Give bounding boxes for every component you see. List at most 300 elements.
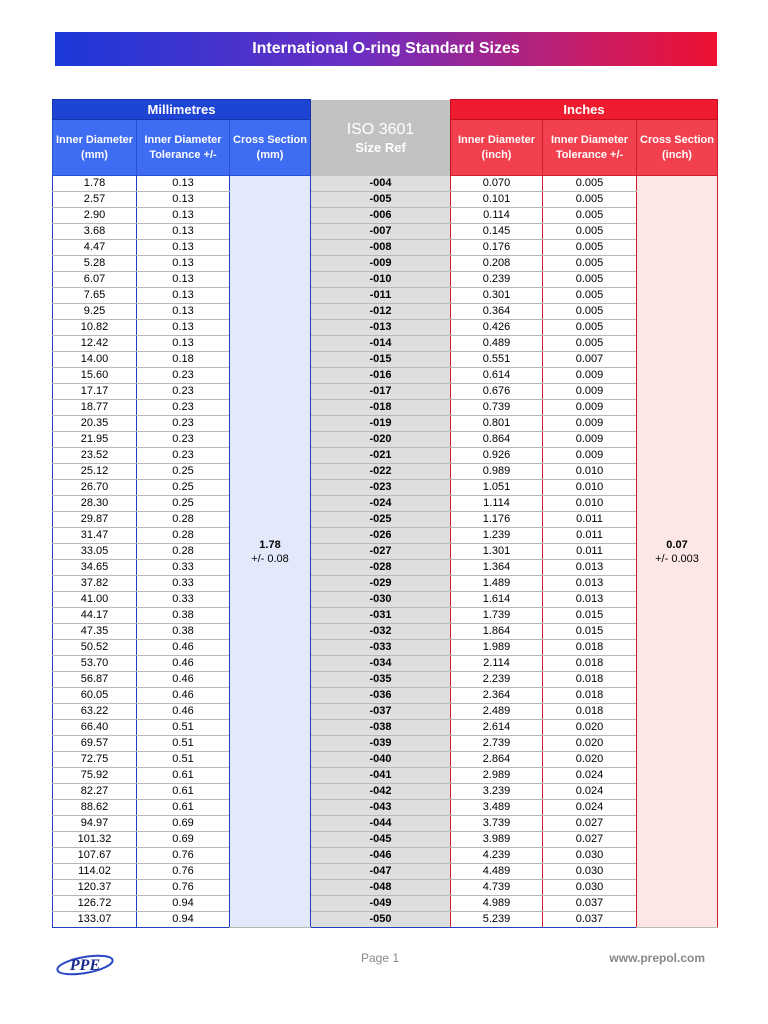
iso-size-ref: -036	[311, 688, 451, 704]
mm-tolerance: 0.13	[137, 256, 230, 272]
table-row	[53, 832, 718, 848]
table-row	[53, 592, 718, 608]
inch-inner-diameter: 4.989	[451, 896, 543, 912]
mm-tolerance: 0.51	[137, 720, 230, 736]
iso-size-ref: -007	[311, 224, 451, 240]
inch-tolerance: 0.010	[543, 496, 637, 512]
mm-inner-diameter: 33.05	[53, 544, 137, 560]
mm-inner-diameter: 4.47	[53, 240, 137, 256]
inch-inner-diameter: 0.239	[451, 272, 543, 288]
inch-inner-diameter: 5.239	[451, 912, 543, 928]
iso-size-ref: -037	[311, 704, 451, 720]
inch-inner-diameter: 0.801	[451, 416, 543, 432]
iso-size-ref: -044	[311, 816, 451, 832]
table-row	[53, 656, 718, 672]
mm-tolerance: 0.23	[137, 416, 230, 432]
inch-inner-diameter: 0.864	[451, 432, 543, 448]
inch-tolerance: 0.011	[543, 544, 637, 560]
inch-inner-diameter: 2.489	[451, 704, 543, 720]
table-row	[53, 336, 718, 352]
iso-size-ref: -008	[311, 240, 451, 256]
mm-inner-diameter: 101.32	[53, 832, 137, 848]
mm-tolerance: 0.94	[137, 896, 230, 912]
mm-inner-diameter: 133.07	[53, 912, 137, 928]
mm-inner-diameter: 126.72	[53, 896, 137, 912]
inch-inner-diameter: 2.114	[451, 656, 543, 672]
inch-inner-diameter-header: Inner Diameter (inch)	[451, 120, 543, 176]
inch-inner-diameter: 4.239	[451, 848, 543, 864]
inch-tolerance: 0.005	[543, 304, 637, 320]
mm-cross-section-header: Cross Section (mm)	[230, 120, 311, 176]
inch-inner-diameter: 0.926	[451, 448, 543, 464]
inch-inner-diameter: 0.739	[451, 400, 543, 416]
inch-tolerance: 0.018	[543, 640, 637, 656]
inch-tolerance: 0.013	[543, 592, 637, 608]
inch-tolerance: 0.011	[543, 528, 637, 544]
inch-tolerance: 0.015	[543, 608, 637, 624]
inch-tolerance: 0.005	[543, 176, 637, 192]
iso-size-ref: -023	[311, 480, 451, 496]
mm-tolerance: 0.46	[137, 640, 230, 656]
inch-tolerance: 0.024	[543, 768, 637, 784]
table-row	[53, 896, 718, 912]
mm-tolerance: 0.46	[137, 704, 230, 720]
mm-inner-diameter: 120.37	[53, 880, 137, 896]
inch-inner-diameter: 0.114	[451, 208, 543, 224]
mm-inner-diameter: 63.22	[53, 704, 137, 720]
table-row	[53, 576, 718, 592]
mm-inner-diameter: 107.67	[53, 848, 137, 864]
iso-size-ref: -039	[311, 736, 451, 752]
table-row	[53, 176, 718, 192]
inch-tolerance-header: Inner Diameter Tolerance +/-	[543, 120, 637, 176]
mm-inner-diameter: 3.68	[53, 224, 137, 240]
inch-tolerance: 0.013	[543, 560, 637, 576]
table-row	[53, 384, 718, 400]
iso-size-ref: -045	[311, 832, 451, 848]
inch-tolerance: 0.009	[543, 384, 637, 400]
inch-cross-section-cell	[637, 176, 718, 928]
page-title: International O-ring Standard Sizes	[55, 32, 717, 66]
inches-group-header: Inches	[451, 100, 718, 120]
iso-size-ref: -047	[311, 864, 451, 880]
mm-inner-diameter: 6.07	[53, 272, 137, 288]
iso-size-ref: -038	[311, 720, 451, 736]
mm-inner-diameter: 69.57	[53, 736, 137, 752]
table-row	[53, 480, 718, 496]
inch-inner-diameter: 3.239	[451, 784, 543, 800]
inch-tolerance: 0.018	[543, 672, 637, 688]
iso-title: ISO 3601	[346, 120, 415, 138]
mm-inner-diameter: 2.90	[53, 208, 137, 224]
inch-tolerance: 0.030	[543, 864, 637, 880]
mm-tolerance: 0.33	[137, 576, 230, 592]
iso-size-ref: -046	[311, 848, 451, 864]
mm-tolerance: 0.33	[137, 560, 230, 576]
iso-size-ref: -011	[311, 288, 451, 304]
iso-subtitle: Size Ref	[355, 139, 406, 155]
inch-inner-diameter: 1.176	[451, 512, 543, 528]
mm-tolerance: 0.76	[137, 880, 230, 896]
mm-tolerance: 0.25	[137, 496, 230, 512]
iso-size-ref: -040	[311, 752, 451, 768]
iso-size-ref-header	[311, 100, 451, 176]
inch-inner-diameter: 1.364	[451, 560, 543, 576]
inch-cross-section-header: Cross Section (inch)	[637, 120, 718, 176]
millimetres-group-header: Millimetres	[53, 100, 311, 120]
inch-inner-diameter: 1.739	[451, 608, 543, 624]
mm-inner-diameter: 7.65	[53, 288, 137, 304]
mm-tolerance: 0.13	[137, 208, 230, 224]
mm-tolerance: 0.13	[137, 320, 230, 336]
inch-tolerance: 0.013	[543, 576, 637, 592]
inch-tolerance: 0.010	[543, 464, 637, 480]
iso-size-ref: -041	[311, 768, 451, 784]
inch-inner-diameter: 2.614	[451, 720, 543, 736]
inch-inner-diameter: 1.114	[451, 496, 543, 512]
inch-inner-diameter: 1.489	[451, 576, 543, 592]
inch-tolerance: 0.009	[543, 368, 637, 384]
iso-size-ref: -020	[311, 432, 451, 448]
mm-inner-diameter: 23.52	[53, 448, 137, 464]
inch-tolerance: 0.005	[543, 272, 637, 288]
mm-tolerance: 0.51	[137, 736, 230, 752]
mm-inner-diameter: 28.30	[53, 496, 137, 512]
inch-inner-diameter: 1.239	[451, 528, 543, 544]
table-row	[53, 352, 718, 368]
inch-inner-diameter: 0.676	[451, 384, 543, 400]
inch-tolerance: 0.018	[543, 688, 637, 704]
mm-tolerance: 0.28	[137, 544, 230, 560]
table-row	[53, 544, 718, 560]
iso-size-ref: -048	[311, 880, 451, 896]
inch-tolerance: 0.009	[543, 432, 637, 448]
inch-inner-diameter: 1.051	[451, 480, 543, 496]
inch-inner-diameter: 1.301	[451, 544, 543, 560]
inch-tolerance: 0.027	[543, 832, 637, 848]
mm-inner-diameter: 10.82	[53, 320, 137, 336]
inch-tolerance: 0.037	[543, 896, 637, 912]
table-row	[53, 320, 718, 336]
mm-tolerance-header: Inner Diameter Tolerance +/-	[137, 120, 230, 176]
iso-size-ref: -004	[311, 176, 451, 192]
iso-size-ref: -030	[311, 592, 451, 608]
inch-inner-diameter: 0.489	[451, 336, 543, 352]
mm-tolerance: 0.38	[137, 624, 230, 640]
mm-tolerance: 0.23	[137, 448, 230, 464]
table-row	[53, 224, 718, 240]
mm-inner-diameter: 44.17	[53, 608, 137, 624]
inch-tolerance: 0.024	[543, 784, 637, 800]
iso-size-ref: -017	[311, 384, 451, 400]
iso-size-ref: -021	[311, 448, 451, 464]
iso-size-ref: -019	[311, 416, 451, 432]
inch-inner-diameter: 1.989	[451, 640, 543, 656]
iso-size-ref: -013	[311, 320, 451, 336]
inch-tolerance: 0.005	[543, 192, 637, 208]
mm-inner-diameter: 18.77	[53, 400, 137, 416]
mm-tolerance: 0.28	[137, 512, 230, 528]
mm-inner-diameter: 72.75	[53, 752, 137, 768]
inch-tolerance: 0.009	[543, 416, 637, 432]
mm-tolerance: 0.61	[137, 768, 230, 784]
inch-inner-diameter: 2.739	[451, 736, 543, 752]
ppe-logo	[54, 950, 116, 978]
mm-tolerance: 0.25	[137, 464, 230, 480]
mm-inner-diameter: 37.82	[53, 576, 137, 592]
mm-tolerance: 0.13	[137, 240, 230, 256]
mm-tolerance: 0.69	[137, 816, 230, 832]
inch-inner-diameter: 3.489	[451, 800, 543, 816]
table-row	[53, 848, 718, 864]
table-row	[53, 624, 718, 640]
table-row	[53, 528, 718, 544]
iso-size-ref: -010	[311, 272, 451, 288]
mm-tolerance: 0.38	[137, 608, 230, 624]
inch-tolerance: 0.020	[543, 720, 637, 736]
inch-inner-diameter: 2.864	[451, 752, 543, 768]
mm-tolerance: 0.13	[137, 224, 230, 240]
mm-inner-diameter: 25.12	[53, 464, 137, 480]
mm-inner-diameter: 88.62	[53, 800, 137, 816]
iso-size-ref: -026	[311, 528, 451, 544]
inch-inner-diameter: 3.739	[451, 816, 543, 832]
inch-inner-diameter: 4.739	[451, 880, 543, 896]
mm-tolerance: 0.13	[137, 336, 230, 352]
mm-tolerance: 0.46	[137, 656, 230, 672]
table-row	[53, 720, 718, 736]
table-row	[53, 240, 718, 256]
inch-tolerance: 0.010	[543, 480, 637, 496]
mm-tolerance: 0.33	[137, 592, 230, 608]
table-row	[53, 688, 718, 704]
iso-size-ref: -027	[311, 544, 451, 560]
mm-inner-diameter: 50.52	[53, 640, 137, 656]
table-row	[53, 608, 718, 624]
mm-cross-section-value: 1.78	[259, 538, 281, 551]
iso-size-ref: -012	[311, 304, 451, 320]
mm-inner-diameter: 60.05	[53, 688, 137, 704]
mm-inner-diameter: 53.70	[53, 656, 137, 672]
inch-tolerance: 0.030	[543, 880, 637, 896]
iso-size-ref: -016	[311, 368, 451, 384]
mm-inner-diameter: 34.65	[53, 560, 137, 576]
mm-tolerance: 0.13	[137, 272, 230, 288]
table-row	[53, 816, 718, 832]
inch-inner-diameter: 0.364	[451, 304, 543, 320]
mm-inner-diameter: 15.60	[53, 368, 137, 384]
mm-tolerance: 0.61	[137, 800, 230, 816]
iso-size-ref: -024	[311, 496, 451, 512]
inch-tolerance: 0.030	[543, 848, 637, 864]
inch-cross-section-value: 0.07	[666, 538, 688, 551]
table-row	[53, 288, 718, 304]
inch-inner-diameter: 2.364	[451, 688, 543, 704]
mm-inner-diameter: 29.87	[53, 512, 137, 528]
inch-tolerance: 0.005	[543, 224, 637, 240]
inch-tolerance: 0.007	[543, 352, 637, 368]
mm-tolerance: 0.23	[137, 368, 230, 384]
inch-tolerance: 0.015	[543, 624, 637, 640]
table-row	[53, 560, 718, 576]
mm-tolerance: 0.46	[137, 672, 230, 688]
mm-inner-diameter: 14.00	[53, 352, 137, 368]
iso-size-ref: -014	[311, 336, 451, 352]
table-row	[53, 464, 718, 480]
inch-inner-diameter: 0.301	[451, 288, 543, 304]
mm-inner-diameter: 82.27	[53, 784, 137, 800]
table-row	[53, 400, 718, 416]
inch-tolerance: 0.009	[543, 448, 637, 464]
table-row	[53, 416, 718, 432]
inch-inner-diameter: 0.989	[451, 464, 543, 480]
mm-tolerance: 0.46	[137, 688, 230, 704]
mm-inner-diameter: 5.28	[53, 256, 137, 272]
mm-inner-diameter: 31.47	[53, 528, 137, 544]
mm-inner-diameter: 75.92	[53, 768, 137, 784]
mm-tolerance: 0.23	[137, 400, 230, 416]
table-row	[53, 496, 718, 512]
mm-tolerance: 0.23	[137, 432, 230, 448]
iso-size-ref: -031	[311, 608, 451, 624]
table-row	[53, 768, 718, 784]
inch-tolerance: 0.005	[543, 240, 637, 256]
inch-inner-diameter: 2.239	[451, 672, 543, 688]
mm-tolerance: 0.23	[137, 384, 230, 400]
mm-inner-diameter: 56.87	[53, 672, 137, 688]
mm-inner-diameter: 94.97	[53, 816, 137, 832]
inch-inner-diameter: 1.614	[451, 592, 543, 608]
table-row	[53, 864, 718, 880]
table-row	[53, 800, 718, 816]
inch-inner-diameter: 0.614	[451, 368, 543, 384]
table-row	[53, 208, 718, 224]
table-row	[53, 736, 718, 752]
page-number: Page 1	[360, 951, 400, 965]
inch-tolerance: 0.027	[543, 816, 637, 832]
iso-size-ref: -043	[311, 800, 451, 816]
inch-cross-section-tolerance: +/- 0.003	[655, 552, 699, 565]
iso-size-ref: -042	[311, 784, 451, 800]
inch-tolerance: 0.020	[543, 752, 637, 768]
mm-tolerance: 0.94	[137, 912, 230, 928]
table-row	[53, 192, 718, 208]
iso-size-ref: -034	[311, 656, 451, 672]
iso-size-ref: -050	[311, 912, 451, 928]
mm-inner-diameter: 66.40	[53, 720, 137, 736]
table-row	[53, 672, 718, 688]
inch-inner-diameter: 0.551	[451, 352, 543, 368]
inch-tolerance: 0.005	[543, 208, 637, 224]
inch-tolerance: 0.024	[543, 800, 637, 816]
mm-inner-diameter: 47.35	[53, 624, 137, 640]
iso-size-ref: -018	[311, 400, 451, 416]
table-row	[53, 272, 718, 288]
table-row	[53, 912, 718, 928]
mm-tolerance: 0.18	[137, 352, 230, 368]
mm-tolerance: 0.61	[137, 784, 230, 800]
mm-inner-diameter: 17.17	[53, 384, 137, 400]
iso-size-ref: -035	[311, 672, 451, 688]
mm-tolerance: 0.13	[137, 288, 230, 304]
mm-tolerance: 0.51	[137, 752, 230, 768]
mm-inner-diameter: 21.95	[53, 432, 137, 448]
table-row	[53, 704, 718, 720]
mm-inner-diameter: 20.35	[53, 416, 137, 432]
iso-size-ref: -025	[311, 512, 451, 528]
table-row	[53, 448, 718, 464]
mm-tolerance: 0.28	[137, 528, 230, 544]
inch-inner-diameter: 1.864	[451, 624, 543, 640]
oring-size-table	[52, 99, 718, 928]
mm-inner-diameter-header: Inner Diameter (mm)	[53, 120, 137, 176]
mm-tolerance: 0.13	[137, 304, 230, 320]
inch-tolerance: 0.009	[543, 400, 637, 416]
table-row	[53, 512, 718, 528]
table-row	[53, 432, 718, 448]
logo-text: PPE	[69, 957, 101, 974]
website-link[interactable]: www.prepol.com	[609, 951, 705, 965]
inch-inner-diameter: 4.489	[451, 864, 543, 880]
iso-size-ref: -006	[311, 208, 451, 224]
inch-tolerance: 0.037	[543, 912, 637, 928]
inch-inner-diameter: 0.070	[451, 176, 543, 192]
inch-tolerance: 0.005	[543, 320, 637, 336]
table-row	[53, 752, 718, 768]
mm-tolerance: 0.76	[137, 864, 230, 880]
inch-tolerance: 0.018	[543, 656, 637, 672]
inch-inner-diameter: 0.208	[451, 256, 543, 272]
inch-inner-diameter: 0.176	[451, 240, 543, 256]
inch-tolerance: 0.018	[543, 704, 637, 720]
iso-size-ref: -028	[311, 560, 451, 576]
iso-size-ref: -005	[311, 192, 451, 208]
inch-inner-diameter: 0.145	[451, 224, 543, 240]
table-row	[53, 784, 718, 800]
mm-inner-diameter: 12.42	[53, 336, 137, 352]
mm-inner-diameter: 9.25	[53, 304, 137, 320]
mm-inner-diameter: 114.02	[53, 864, 137, 880]
inch-tolerance: 0.005	[543, 336, 637, 352]
mm-cross-section-tolerance: +/- 0.08	[251, 552, 289, 565]
mm-tolerance: 0.13	[137, 192, 230, 208]
iso-size-ref: -033	[311, 640, 451, 656]
table-row	[53, 304, 718, 320]
table-body	[53, 176, 718, 928]
inch-inner-diameter: 2.989	[451, 768, 543, 784]
mm-tolerance: 0.25	[137, 480, 230, 496]
iso-size-ref: -009	[311, 256, 451, 272]
mm-cross-section-cell	[230, 176, 311, 928]
inch-tolerance: 0.020	[543, 736, 637, 752]
iso-size-ref: -029	[311, 576, 451, 592]
iso-size-ref: -022	[311, 464, 451, 480]
mm-inner-diameter: 2.57	[53, 192, 137, 208]
inch-inner-diameter: 0.101	[451, 192, 543, 208]
mm-tolerance: 0.76	[137, 848, 230, 864]
mm-inner-diameter: 1.78	[53, 176, 137, 192]
table-row	[53, 368, 718, 384]
inch-tolerance: 0.005	[543, 288, 637, 304]
mm-tolerance: 0.69	[137, 832, 230, 848]
table-row	[53, 256, 718, 272]
inch-tolerance: 0.011	[543, 512, 637, 528]
inch-inner-diameter: 3.989	[451, 832, 543, 848]
iso-size-ref: -015	[311, 352, 451, 368]
inch-inner-diameter: 0.426	[451, 320, 543, 336]
iso-size-ref: -049	[311, 896, 451, 912]
iso-size-ref: -032	[311, 624, 451, 640]
